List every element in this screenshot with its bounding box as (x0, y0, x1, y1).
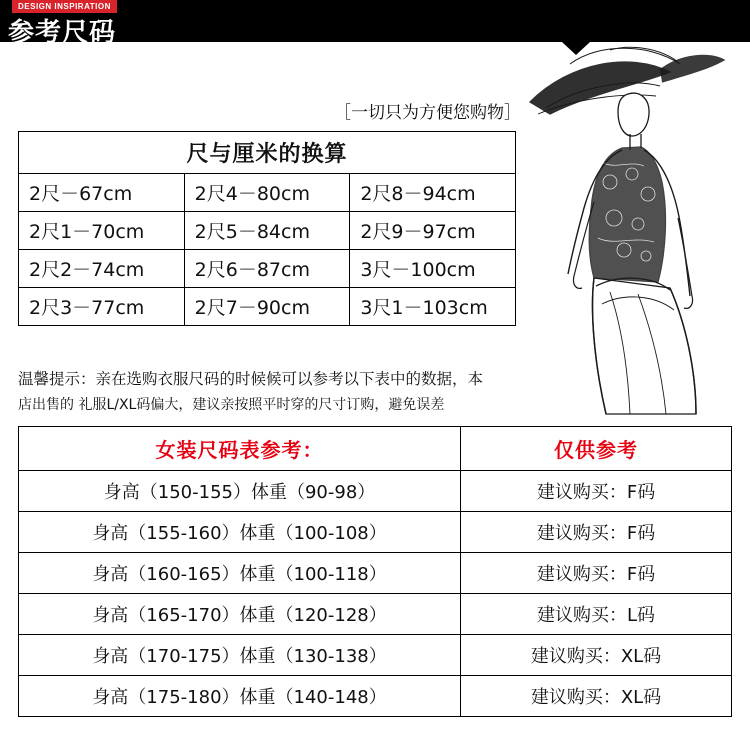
design-inspiration-badge: DESIGN INSPIRATION (12, 0, 117, 13)
size-spec-cell: 身高（160-165）体重（100-118） (19, 553, 461, 594)
table-row (19, 471, 732, 512)
size-advice-cell: 建议购买：XL码 (461, 676, 732, 717)
conversion-cell: 2尺4－80cm (184, 174, 350, 212)
header-bar (0, 0, 750, 48)
table-row (19, 132, 516, 174)
conversion-cell: 2尺6－87cm (184, 250, 350, 288)
size-advice-cell: 建议购买：F码 (461, 512, 732, 553)
conversion-cell: 2尺8－94cm (350, 174, 516, 212)
size-spec-cell: 身高（170-175）体重（130-138） (19, 635, 461, 676)
table-row (19, 288, 516, 326)
table-row (19, 512, 732, 553)
size-advice-cell: 建议购买：F码 (461, 553, 732, 594)
conversion-cell: 2尺9－97cm (350, 212, 516, 250)
conversion-cell: 2尺7－90cm (184, 288, 350, 326)
size-chart-header-right: 仅供参考 (461, 427, 732, 471)
size-advice-cell: 建议购买：XL码 (461, 635, 732, 676)
shopping-note: ［一切只为方便您购物］ (334, 103, 521, 123)
size-spec-cell: 身高（175-180）体重（140-148） (19, 676, 461, 717)
warm-tip (18, 366, 538, 418)
fashion-model-illustration (510, 42, 750, 442)
table-row (19, 553, 732, 594)
table-row (19, 212, 516, 250)
warm-tip-line1: 温馨提示：亲在选购衣服尺码的时候候可以参考以下表中的数据，本 (18, 370, 484, 388)
size-spec-cell: 身高（155-160）体重（100-108） (19, 512, 461, 553)
size-spec-cell: 身高（150-155）体重（90-98） (19, 471, 461, 512)
conversion-cell: 2尺3－77cm (19, 288, 185, 326)
conversion-cell: 3尺－100cm (350, 250, 516, 288)
conversion-cell: 3尺1－103cm (350, 288, 516, 326)
conversion-cell: 2尺2－74cm (19, 250, 185, 288)
conversion-cell: 2尺－67cm (19, 174, 185, 212)
table-row (19, 427, 732, 471)
conversion-cell: 2尺5－84cm (184, 212, 350, 250)
conversion-cell: 2尺1－70cm (19, 212, 185, 250)
page-title: 参考尺码 (8, 18, 117, 48)
table-row (19, 676, 732, 717)
conversion-table-title: 尺与厘米的换算 (19, 132, 516, 174)
table-row (19, 635, 732, 676)
size-spec-cell: 身高（165-170）体重（120-128） (19, 594, 461, 635)
table-row (19, 174, 516, 212)
size-chart-header-left: 女装尺码表参考： (19, 427, 461, 471)
table-row (19, 594, 732, 635)
table-row (19, 250, 516, 288)
size-chart-table (18, 426, 732, 717)
size-advice-cell: 建议购买：F码 (461, 471, 732, 512)
conversion-table (18, 131, 516, 326)
warm-tip-line2: 店出售的 礼服L/XL码偏大，建议亲按照平时穿的尺寸订购，避免误差 (18, 397, 445, 413)
size-advice-cell: 建议购买：L码 (461, 594, 732, 635)
